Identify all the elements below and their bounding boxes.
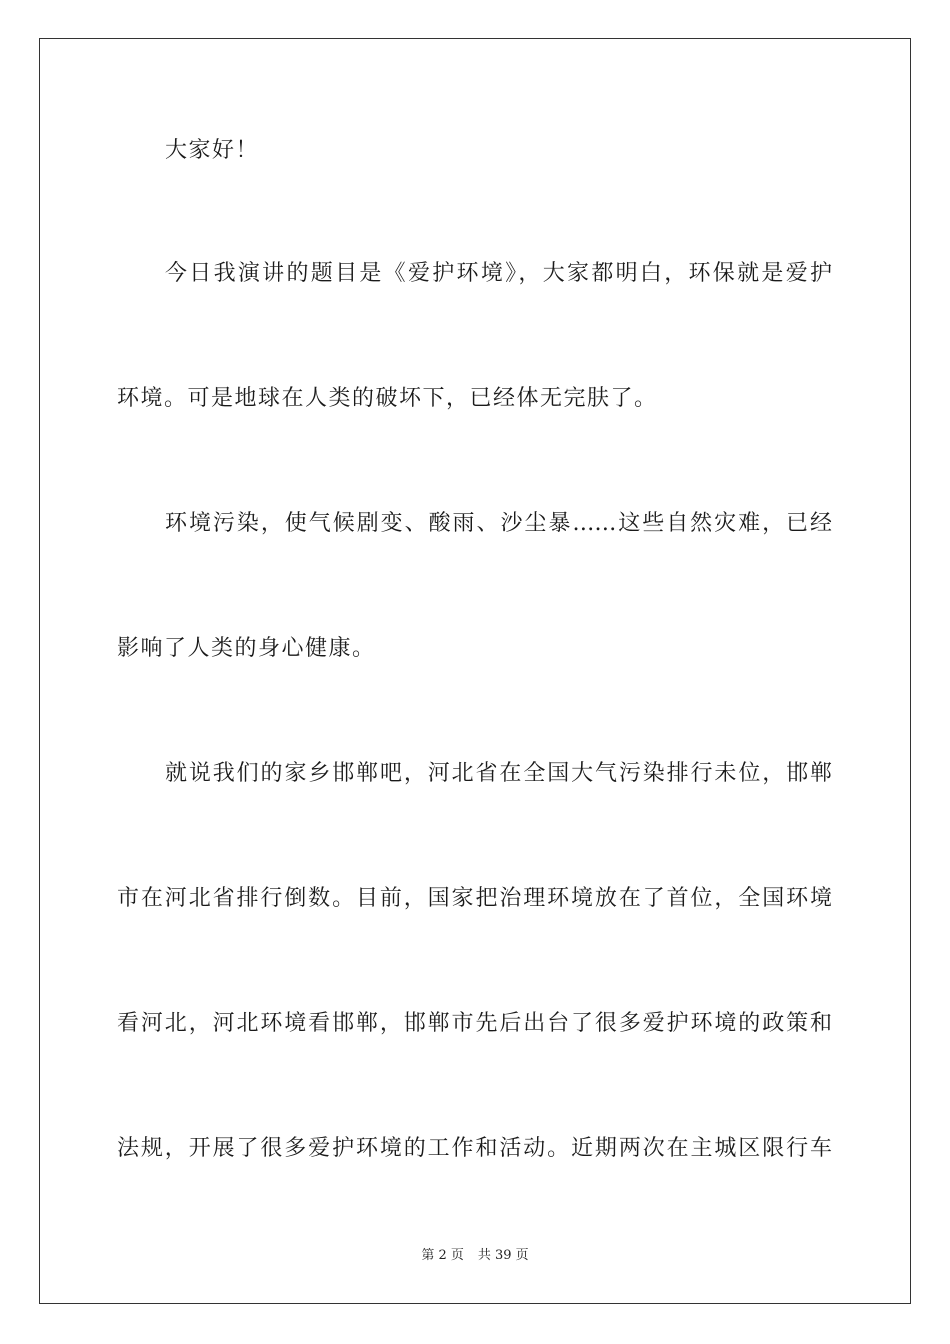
text-line-8: 法规，开展了很多爱护环境的工作和活动。近期两次在主城区限行车 <box>117 1136 832 1161</box>
text-line-2: 环境。可是地球在人类的破坏下，已经体无完肤了。 <box>117 386 658 411</box>
text-line-3: 环境污染，使气候剧变、酸雨、沙尘暴……这些自然灾难，已经 <box>165 511 832 536</box>
page-number: 第 2 页 <box>421 1248 464 1263</box>
text-line-7: 看河北，河北环境看邯郸，邯郸市先后出台了很多爱护环境的政策和 <box>117 1011 832 1036</box>
page-border <box>39 38 911 1304</box>
page-total: 共 39 页 <box>477 1248 529 1263</box>
text-line-4: 影响了人类的身心健康。 <box>117 636 376 661</box>
page-footer <box>0 1247 950 1265</box>
text-line-1: 今日我演讲的题目是《爱护环境》，大家都明白，环保就是爱护 <box>165 261 832 286</box>
text-line-greeting: 大家好！ <box>165 138 260 163</box>
text-line-6: 市在河北省排行倒数。目前，国家把治理环境放在了首位，全国环境 <box>117 886 832 911</box>
text-line-5: 就说我们的家乡邯郸吧，河北省在全国大气污染排行未位，邯郸 <box>165 761 832 786</box>
